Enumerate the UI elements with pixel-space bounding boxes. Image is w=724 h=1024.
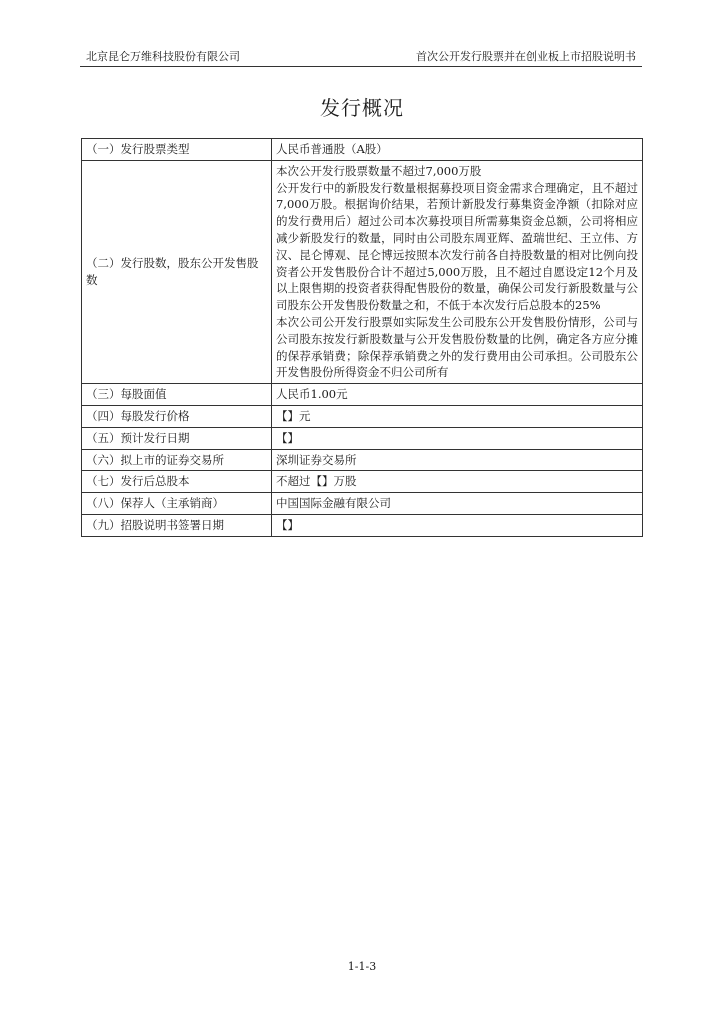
value-paragraph: 公开发行中的新股发行数量根据募投项目资金需求合理确定，且不超过7,000万股。根据询价结果，若预计新股发行募集资金净额（扣除对应的发行费用后）超过公司本次募投项目所需募集资金总额，公司将相应减少新股发行的数量，同时由公司股东周亚辉、盈瑞世纪、王立伟、方汉、昆仑博观、昆仑博远按照本次发行前各自持股数量的相对比例向投资者公开发售股份合计不超过5,000万股，且不超过自愿设定12个月及以上限售期的投资者获得配售股份的数量，确保公司发行新股数量与公司股东公开发售股份数量之和，不低于本次发行后总股本的25% (276, 180, 638, 313)
header-document-title: 首次公开发行股票并在创业板上市招股说明书 (416, 50, 636, 63)
row-value: 不超过【】万股 (272, 471, 643, 493)
row-value: 【】 (272, 427, 643, 449)
table-row (82, 139, 643, 161)
row-label: （五）预计发行日期 (82, 427, 272, 449)
table-row (82, 384, 643, 406)
table-row (82, 160, 643, 383)
row-value: 人民币普通股（A股） (272, 139, 643, 161)
value-paragraph: 本次公司公开发行股票如实际发生公司股东公开发售股份情形，公司与公司股东按发行新股数量与公开发售股份数量的比例，确定各方应分摊的保荐承销费；除保荐承销费之外的发行费用由公司承担。公司股东公开发售股份所得资金不归公司所有 (276, 314, 638, 380)
row-value: 深圳证券交易所 (272, 449, 643, 471)
page-number: 1-1-3 (347, 960, 377, 973)
row-value: 人民币1.00元 (272, 384, 643, 406)
value-paragraph: 本次公开发行股票数量不超过7,000万股 (276, 163, 482, 178)
row-label: （三）每股面值 (82, 384, 272, 406)
row-value: 中国国际金融有限公司 (272, 493, 643, 515)
row-value: 【】元 (272, 405, 643, 427)
row-label: （四）每股发行价格 (82, 405, 272, 427)
header-company-name: 北京昆仑万维科技股份有限公司 (86, 50, 240, 63)
row-label: （一）发行股票类型 (82, 139, 272, 161)
row-label: （九）招股说明书签署日期 (82, 514, 272, 536)
row-value: 【】 (272, 514, 643, 536)
table-row (82, 471, 643, 493)
offering-summary-table (81, 138, 643, 537)
row-value (272, 160, 643, 383)
table-row (82, 514, 643, 536)
page-header (80, 50, 642, 67)
row-label: （六）拟上市的证券交易所 (82, 449, 272, 471)
row-label: （八）保荐人（主承销商） (82, 493, 272, 515)
page-title: 发行概况 (320, 96, 404, 120)
table-row (82, 405, 643, 427)
table-row (82, 449, 643, 471)
table-row (82, 493, 643, 515)
table-row (82, 427, 643, 449)
row-label: （二）发行股数，股东公开发售股数 (82, 160, 272, 383)
row-label: （七）发行后总股本 (82, 471, 272, 493)
